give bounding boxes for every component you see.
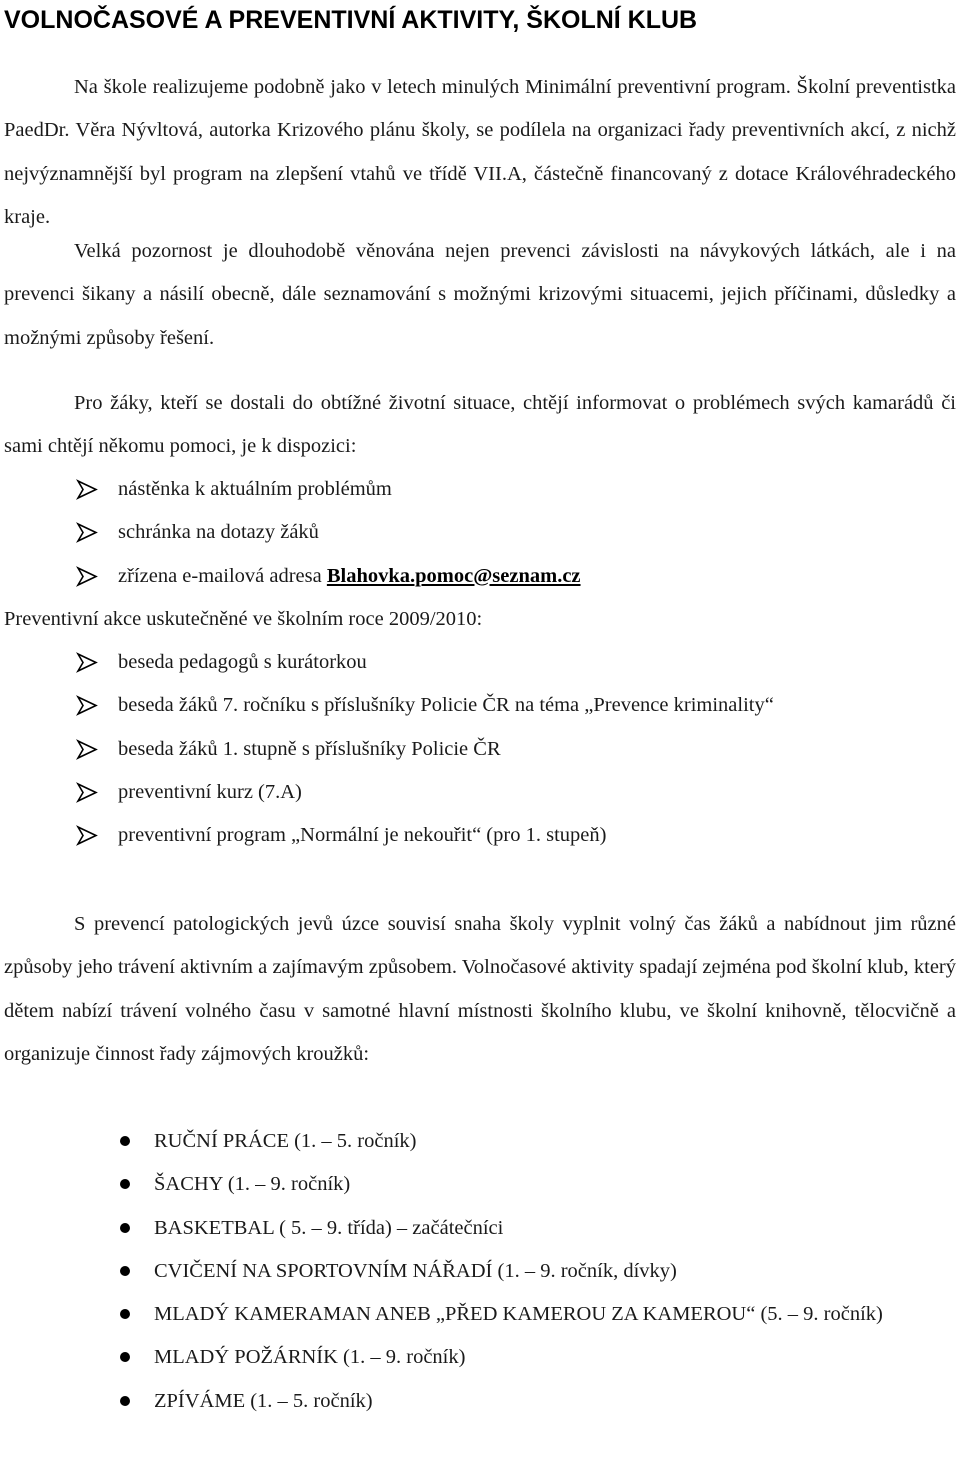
list-item [76, 468, 956, 511]
help-item-mailbox: schránka na dotazy žáků [118, 521, 319, 544]
paragraph-prevention-focus-text: Velká pozornost je dlouhodobě věnována nejen prevenci závislosti na návykových látkách, ale i na prevenci šikany a násilí obecně, dále seznamování s možnými krizovými situacemi, jejich příčinami, důsledky a možnými způsoby řešení. [4, 240, 956, 349]
club-item: BASKETBAL ( 5. – 9. třída) – začátečníci [154, 1216, 504, 1239]
arrowhead-bullet-icon [76, 511, 98, 554]
action-item: preventivní kurz (7.A) [118, 780, 302, 803]
round-bullet-icon [120, 1352, 130, 1362]
club-item: MLADÝ POŽÁRNÍK (1. – 9. ročník) [154, 1346, 466, 1369]
list-item [116, 1207, 956, 1250]
action-item: preventivní program „Normální je nekouřit“ (pro 1. stupeň) [118, 824, 607, 847]
list-item [76, 641, 956, 684]
help-list [76, 468, 956, 598]
arrowhead-bullet-icon [76, 814, 98, 857]
paragraph-leisure-activities [4, 903, 956, 1076]
list-item [116, 1120, 956, 1163]
list-item [116, 1380, 956, 1423]
round-bullet-icon [120, 1266, 130, 1276]
club-item: CVIČENÍ NA SPORTOVNÍM NÁŘADÍ (1. – 9. ročník, dívky) [154, 1259, 677, 1282]
list-item [76, 684, 956, 727]
paragraph-leisure-activities-text: S prevencí patologických jevů úzce souvisí snaha školy vyplnit volný čas žáků a nabídnout jim různé způsoby jeho trávení aktivním a zajímavým způsobem. Volnočasové aktivity spadají zejména pod školní klub, který dětem nabízí trávení volného času v samotné hlavní místnosti školního klubu, ve školní knihovně, tělocvičně a organizuje činnost řady zájmových kroužků: [4, 913, 956, 1065]
round-bullet-icon [120, 1309, 130, 1319]
list-item [116, 1293, 956, 1336]
paragraph-minimal-program [4, 66, 956, 239]
list-item [76, 728, 956, 771]
paragraph-help-available-text: Pro žáky, kteří se dostali do obtížné životní situace, chtějí informovat o problémech svých kamarádů či sami chtějí někomu pomoci, je k dispozici: [4, 392, 956, 458]
list-item [116, 1250, 956, 1293]
action-item: beseda pedagogů s kurátorkou [118, 651, 367, 673]
paragraph-minimal-program-text: Na škole realizujeme podobně jako v letech minulých Minimální preventivní program. Školní preventistka PaedDr. Věra Nývltová, autorka Krizového plánu školy, se podílela na organizaci řady preventivních akcí, z nichž nejvýznamnější byl program na zlepšení vtahů ve třídě VII.A, částečně financovaný z dotace Královéhradeckého kraje. [4, 76, 956, 228]
arrowhead-bullet-icon [76, 468, 98, 511]
list-item [116, 1163, 956, 1206]
actions-list [76, 641, 956, 857]
club-item: ŠACHY (1. – 9. ročník) [154, 1173, 351, 1196]
list-item [116, 1336, 956, 1379]
clubs-list [116, 1120, 956, 1423]
arrowhead-bullet-icon [76, 555, 98, 598]
list-item [76, 814, 956, 857]
arrowhead-bullet-icon [76, 641, 98, 684]
help-item-email-text: zřízena e-mailová adresa [118, 564, 327, 587]
page-title: VOLNOČASOVÉ A PREVENTIVNÍ AKTIVITY, ŠKOLNÍ KLUB [4, 6, 698, 34]
arrowhead-bullet-icon [76, 684, 98, 727]
club-item: RUČNÍ PRÁCE (1. – 5. ročník) [154, 1130, 417, 1152]
actions-heading: Preventivní akce uskutečněné ve školním roce 2009/2010: [4, 608, 483, 630]
email-link[interactable]: Blahovka.pomoc@seznam.cz [326, 564, 581, 587]
round-bullet-icon [120, 1179, 130, 1189]
action-item: beseda žáků 7. ročníku s příslušníky Policie ČR na téma „Prevence kriminality“ [118, 694, 774, 717]
round-bullet-icon [120, 1223, 130, 1233]
club-item: ZPÍVÁME (1. – 5. ročník) [154, 1389, 373, 1412]
list-item [76, 555, 956, 598]
paragraph-help-available [4, 382, 956, 469]
round-bullet-icon [120, 1136, 130, 1146]
club-item: MLADÝ KAMERAMAN ANEB „PŘED KAMEROU ZA KAMEROU“ (5. – 9. ročník) [154, 1303, 883, 1326]
arrowhead-bullet-icon [76, 728, 98, 771]
arrowhead-bullet-icon [76, 771, 98, 814]
action-item: beseda žáků 1. stupně s příslušníky Policie ČR [118, 737, 501, 760]
round-bullet-icon [120, 1396, 130, 1406]
help-item-board: nástěnka k aktuálním problémům [118, 478, 392, 500]
list-item [76, 511, 956, 554]
paragraph-prevention-focus [4, 230, 956, 360]
list-item [76, 771, 956, 814]
